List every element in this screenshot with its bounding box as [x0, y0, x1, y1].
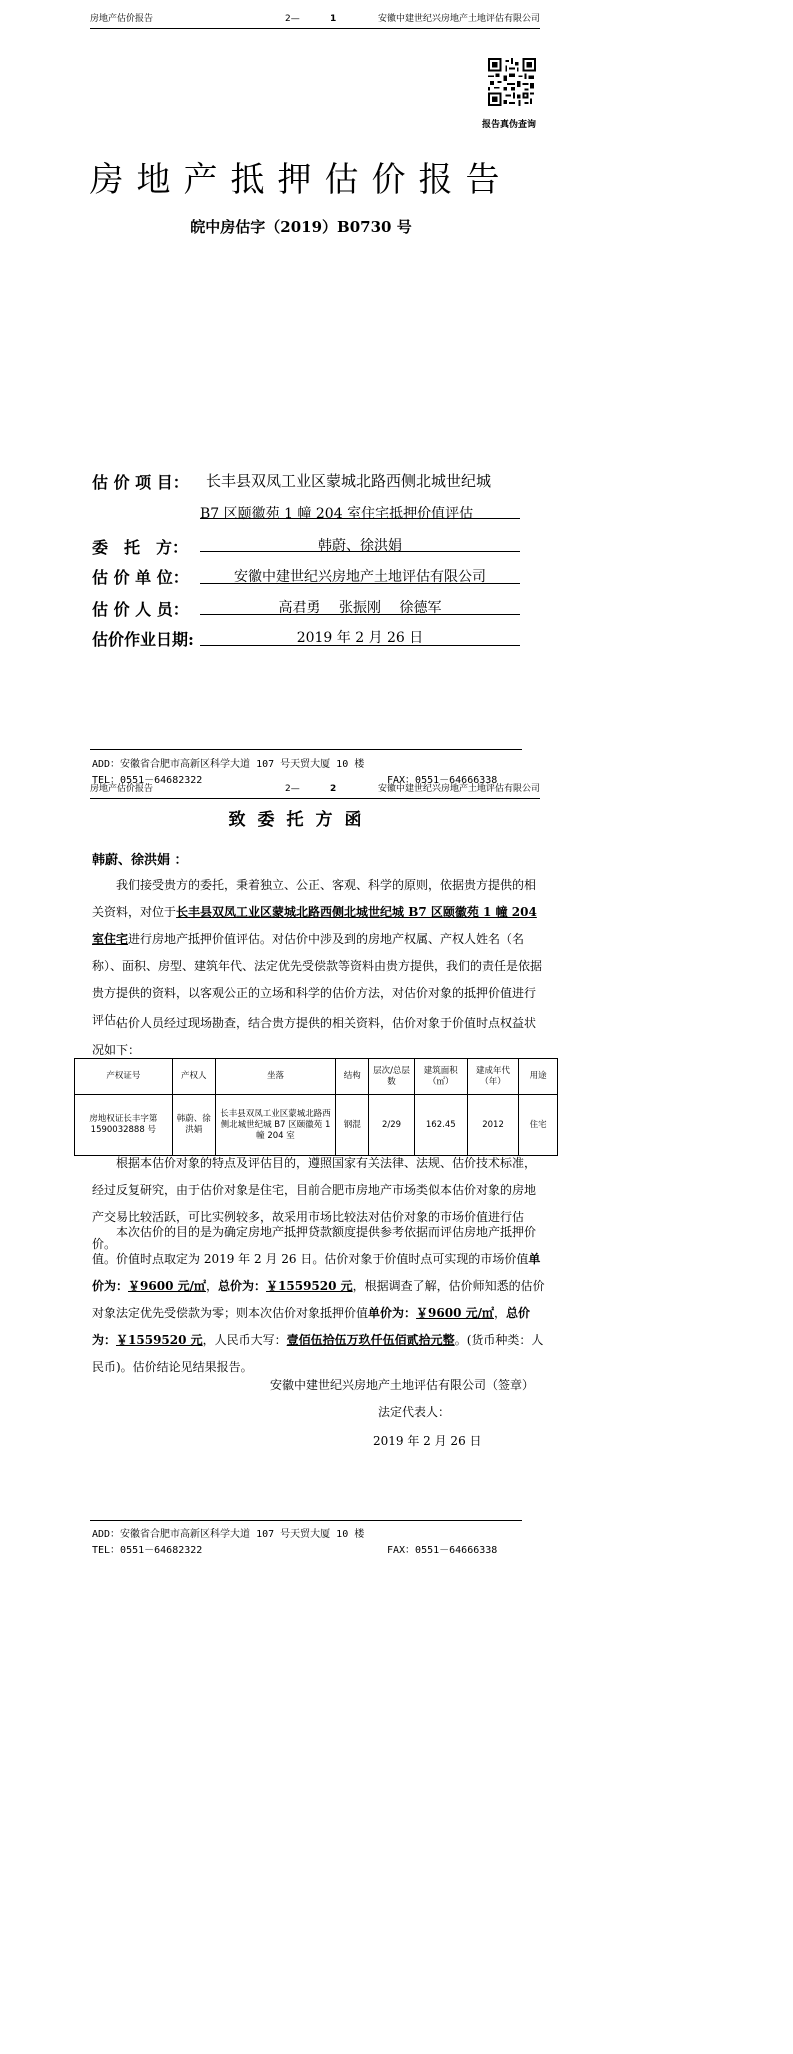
- mortgage-total-price: ￥1559520 元: [116, 1333, 203, 1347]
- letter-title: 致委托方函: [228, 810, 374, 830]
- staff-value: 高君勇 张振刚 徐德军: [278, 600, 442, 616]
- footer-fax: FAX：0551－64666338: [387, 1545, 498, 1556]
- col-use: 用途: [519, 1059, 558, 1095]
- cell-area: 162.45: [414, 1095, 467, 1156]
- unit-value: 安徽中建世纪兴房地产土地评估有限公司: [234, 569, 486, 585]
- unit-price: ￥9600 元/㎡: [128, 1279, 206, 1293]
- paragraph-4-text-c: ，人民币大写：: [202, 1333, 287, 1347]
- paragraph-2-text: 估价人员经过现场勘查，结合贵方提供的相关资料，估价对象于价值时点权益状况如下：: [92, 1016, 537, 1057]
- sign-representative: 法定代表人：: [378, 1405, 451, 1419]
- sign-date: 2019 年 2 月 26 日: [373, 1434, 482, 1448]
- amount-in-words: 壹佰伍拾伍万玖仟伍佰贰拾元整: [286, 1333, 455, 1347]
- col-structure: 结构: [336, 1059, 369, 1095]
- header-company: 安徽中建世纪兴房地产土地评估有限公司: [377, 14, 540, 24]
- unit-underline: [200, 583, 520, 584]
- footer-address: ADD：安徽省合肥市高新区科学大道 107 号天贸大厦 10 楼: [92, 1529, 365, 1540]
- footer-fax: FAX：0551－64666338: [387, 775, 498, 786]
- col-year: 建成年代（年）: [467, 1059, 518, 1095]
- qr-caption: 报告真伪查询: [482, 120, 537, 130]
- total-price-label: 总价为：: [218, 1279, 267, 1293]
- page2-header: [90, 782, 540, 799]
- page2-footer-rule: [90, 1520, 522, 1521]
- date-label: 估价作业日期:: [92, 630, 194, 649]
- header-left: 房地产估价报告: [90, 14, 154, 24]
- paragraph-1-text-a: 我们接受贵方的委托，秉着独立、公正、客观、科学的原则，依据贵方提供的相关资料，对位于: [92, 878, 537, 919]
- cell-year: 2012: [467, 1095, 518, 1156]
- cell-owner: 韩蔚、徐洪娟: [172, 1095, 215, 1156]
- client-value: 韩蔚、徐洪娟: [318, 538, 402, 554]
- col-owner: 产权人: [172, 1059, 215, 1095]
- paragraph-4-text-b: ，根据调查了解，估价师知悉的估价对象法定优先受偿款为零；则本次估价对象抵押价值: [92, 1279, 545, 1320]
- header-mid: 2—: [285, 14, 300, 24]
- mortgage-total-price-label: 总价为：: [92, 1306, 531, 1347]
- cell-structure: 钢混: [336, 1095, 369, 1156]
- property-table: [74, 1058, 558, 1156]
- cell-use: 住宅: [519, 1095, 558, 1156]
- cell-location: 长丰县双凤工业区蒙城北路西侧北城世纪城 B7 区颐徽苑 1 幢 204 室: [215, 1095, 335, 1156]
- header-mid: 2—: [285, 784, 300, 794]
- project-line1: 长丰县双凤工业区蒙城北路西侧北城世纪城: [206, 472, 492, 490]
- paragraph-1-text-b: 进行房地产抵押价值评估。对估价中涉及到的房地产权属、产权人姓名（名称）、面积、房型、建筑年代、法定优先受偿款等资料由贵方提供，我们的责任是依据贵方提供的资料，以客观公正的立场和科学的估价方法，对估价对象的抵押价值进行评估。: [92, 932, 543, 1027]
- unit-label: 估 价 单 位：: [92, 568, 189, 587]
- mortgage-unit-price-label: 单价为：: [368, 1306, 417, 1320]
- header-page-number: 1: [330, 14, 337, 24]
- header-company: 安徽中建世纪兴房地产土地评估有限公司: [377, 784, 540, 794]
- staff-underline: [200, 614, 520, 615]
- footer-tel: TEL：0551－64682322: [92, 1545, 203, 1556]
- col-area: 建筑面积（㎡）: [414, 1059, 467, 1095]
- unit-price-label: 单价为：: [92, 1252, 541, 1293]
- staff-label: 估 价 人 员：: [92, 600, 189, 619]
- footer-tel: TEL：0551－64682322: [92, 775, 203, 786]
- header-page-number: 2: [330, 784, 337, 794]
- qr-code-icon[interactable]: [488, 58, 536, 106]
- table-row: [75, 1095, 558, 1156]
- total-price: ￥1559520 元: [266, 1279, 353, 1293]
- project-underline: [200, 518, 520, 519]
- mortgage-unit-price: ￥9600 元/㎡: [416, 1306, 494, 1320]
- project-line2: B7 区颐徽苑 1 幢 204 室住宅抵押价值评估: [200, 506, 474, 522]
- col-floor: 层次/总层数: [369, 1059, 414, 1095]
- salutation: 韩蔚、徐洪娟 ：: [92, 853, 188, 868]
- page1-header: [90, 12, 540, 29]
- paragraph-2: [92, 1010, 547, 1064]
- footer-address: ADD：安徽省合肥市高新区科学大道 107 号天贸大厦 10 楼: [92, 759, 365, 770]
- paragraph-3-text: 根据本估价对象的特点及评估目的，遵照国家有关法律、法规、估价技术标准，经过反复研究，由于估价对象是住宅，目前合肥市房地产市场类似本估价对象的房地产交易比较活跃，可比实例较多，故采用市场比较法对估价对象的市场价值进行估价。: [92, 1156, 537, 1251]
- cell-floor: 2/29: [369, 1095, 414, 1156]
- table-header-row: [75, 1059, 558, 1095]
- sign-company: 安徽中建世纪兴房地产土地评估有限公司（签章）: [270, 1378, 535, 1392]
- paragraph-4-text-a: 本次估价的目的是为确定房地产抵押贷款额度提供参考依据而评估房地产抵押价值。价值时点取定为 2019 年 2 月 26 日。估价对象于价值时点可实现的市场价值: [92, 1225, 537, 1266]
- paragraph-4-text-d: 。(货币种类：人民币)。估价结论见结果报告。: [92, 1333, 544, 1374]
- paragraph-4: 本次估价的目的是为确定房地产抵押贷款额度提供参考依据而评估房地产抵押价值。价值时点取定为 2019 年 2 月 26 日。估价对象于价值时点可实现的市场价值单价为：￥9600 元/㎡，总价为：￥1559520 元，根据调查了解，估价师知悉的估价对象法定优先受偿款为零；则本次估价对象抵押价值单价为：￥9600 元/㎡，总价为：￥1559520 元，人民币大写：壹佰伍拾伍万玖仟伍佰贰拾元整。(货币种类：人民币)。估价结论见结果报告。: [92, 1225, 545, 1374]
- header-left: 房地产估价报告: [90, 784, 154, 794]
- cell-cert: 房地权证长丰字第 1590032888 号: [75, 1095, 173, 1156]
- date-underline: [200, 645, 520, 646]
- date-value: 2019 年 2 月 26 日: [296, 630, 424, 646]
- page1-footer-rule: [90, 749, 522, 750]
- property-address: 长丰县双凤工业区蒙城北路西侧北城世纪城 B7 区颐徽苑 1 幢 204 室住宅: [92, 905, 537, 946]
- client-label: 委 托 方：: [92, 538, 189, 557]
- report-number: 皖中房估字（2019）B0730 号: [190, 218, 412, 236]
- project-label: 估 价 项 目：: [92, 473, 189, 492]
- client-underline: [200, 551, 520, 552]
- col-location: 坐落: [215, 1059, 335, 1095]
- col-cert: 产权证号: [75, 1059, 173, 1095]
- report-title: 房地产抵押估价报告: [89, 160, 513, 200]
